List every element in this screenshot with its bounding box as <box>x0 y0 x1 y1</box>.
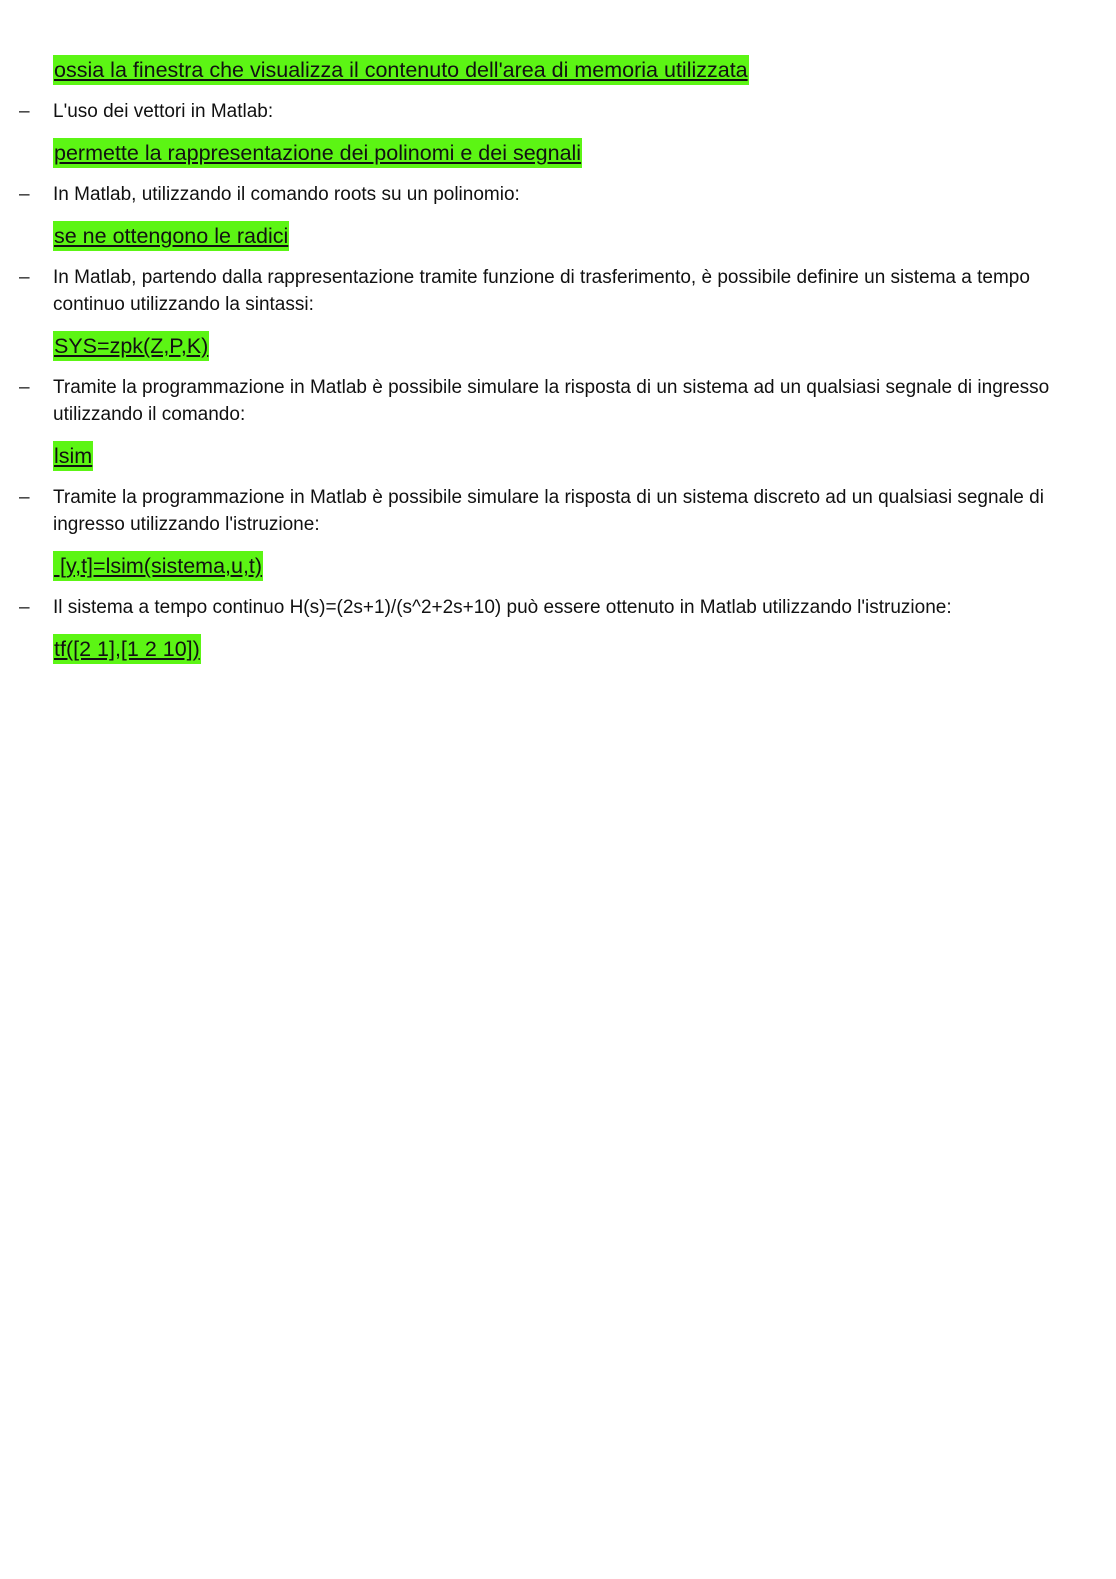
bullet-dash: – <box>19 267 30 288</box>
question-text: L'uso dei vettori in Matlab: <box>53 101 274 122</box>
answer-line <box>0 137 1116 169</box>
highlighted-answer: permette la rappresentazione dei polinomi e dei segnali <box>53 138 582 168</box>
answer-line <box>0 220 1116 252</box>
highlighted-answer: tf([2 1],[1 2 10]) <box>53 634 201 664</box>
answer-line <box>0 54 1116 86</box>
question-item <box>0 374 1116 428</box>
highlighted-answer: SYS=zpk(Z,P,K) <box>53 331 209 361</box>
quiz-content <box>0 54 1116 665</box>
question-text: In Matlab, partendo dalla rappresentazione tramite funzione di trasferimento, è possibile definire un sistema a tempo continuo utilizzando la sintassi: <box>53 267 1030 315</box>
highlighted-answer: se ne ottengono le radici <box>53 221 289 251</box>
highlighted-answer: lsim <box>53 441 93 471</box>
answer-line <box>0 330 1116 362</box>
question-text: Il sistema a tempo continuo H(s)=(2s+1)/(s^2+2s+10) può essere ottenuto in Matlab utilizzando l'istruzione: <box>53 597 952 618</box>
question-item <box>0 181 1116 208</box>
question-item <box>0 484 1116 538</box>
question-text: In Matlab, utilizzando il comando roots su un polinomio: <box>53 184 520 205</box>
highlighted-answer: [y,t]=lsim(sistema,u,t) <box>53 551 263 581</box>
answer-line <box>0 550 1116 582</box>
bullet-dash: – <box>19 101 30 122</box>
question-item <box>0 264 1116 318</box>
question-text: Tramite la programmazione in Matlab è possibile simulare la risposta di un sistema discreto ad un qualsiasi segnale di ingresso utilizzando l'istruzione: <box>53 487 1044 535</box>
highlighted-answer: ossia la finestra che visualizza il contenuto dell'area di memoria utilizzata <box>53 55 749 85</box>
bullet-dash: – <box>19 184 30 205</box>
question-item <box>0 594 1116 621</box>
answer-line <box>0 633 1116 665</box>
bullet-dash: – <box>19 377 30 398</box>
bullet-dash: – <box>19 487 30 508</box>
answer-line <box>0 440 1116 472</box>
question-text: Tramite la programmazione in Matlab è possibile simulare la risposta di un sistema ad un qualsiasi segnale di ingresso utilizzando il comando: <box>53 377 1050 425</box>
bullet-dash: – <box>19 597 30 618</box>
question-item <box>0 98 1116 125</box>
